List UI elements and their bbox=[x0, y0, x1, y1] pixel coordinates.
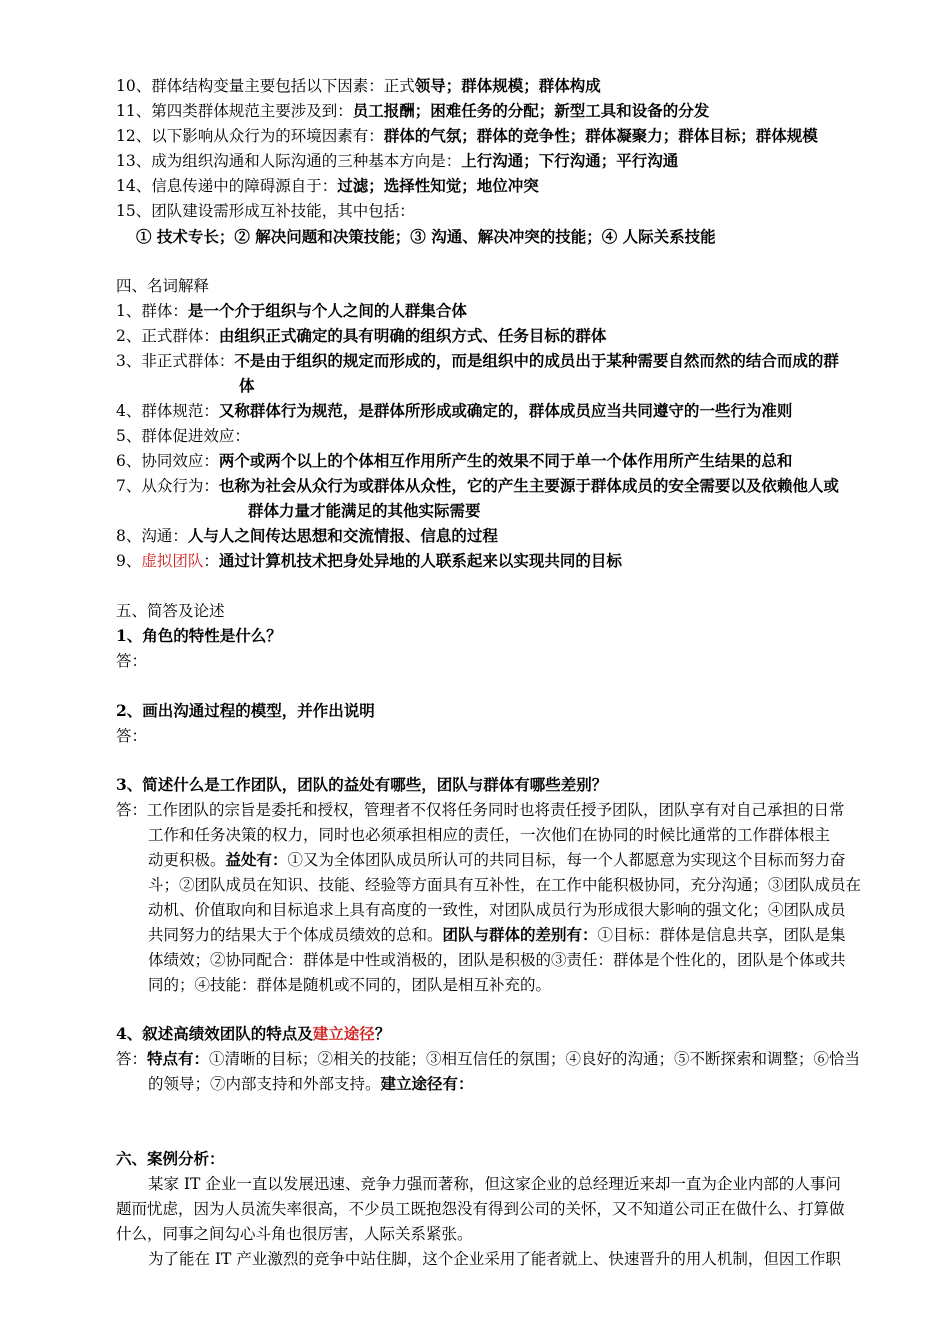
term-9: 9、虚拟团队：通过计算机技术把身处异地的人联系起来以实现共同的目标 bbox=[116, 551, 622, 570]
build-path-highlight: 建立途径 bbox=[312, 1024, 375, 1043]
case-paragraph-2-line-1: 为了能在 IT 产业激烈的竞争中站住脚，这个企业采用了能者就上、快速晋升的用人机制，但因工作职 bbox=[148, 1250, 841, 1268]
question-1: 1、角色的特性是什么？ bbox=[116, 626, 282, 645]
item-13: 13、成为组织沟通和人际沟通的三种基本方向是：上行沟通；下行沟通；平行沟通 bbox=[116, 151, 679, 170]
answer-3-line-8: 同的；④技能：群体是随机或不同的，团队是相互补充的。 bbox=[148, 976, 552, 994]
term-3: 3、非正式群体：不是由于组织的规定而形成的，而是组织中的成员出于某种需要自然而然的结合而成的群 bbox=[116, 351, 839, 370]
answer-4-line-2: 的领导；⑦内部支持和外部支持。建立途径有： bbox=[148, 1074, 474, 1093]
answer-3-line-6: 共同努力的结果大于个体成员绩效的总和。团队与群体的差别有：①目标：群体是信息共享，团队是集 bbox=[148, 925, 846, 944]
item-12: 12、以下影响从众行为的环境因素有：群体的气氛；群体的竞争性；群体凝聚力；群体目标；群体规模 bbox=[116, 126, 818, 145]
answer-3-line-1: 答：工作团队的宗旨是委托和授权，管理者不仅将任务同时也将责任授予团队，团队享有对自己承担的日常 bbox=[116, 801, 845, 819]
section6-title: 六、案例分析： bbox=[116, 1149, 225, 1168]
case-paragraph-1-line-2: 题而忧虑，因为人员流失率很高，不少员工既抱怨没有得到公司的关怀，又不知道公司正在做什么、打算做 bbox=[116, 1200, 845, 1218]
answer-3-line-7: 体绩效；②协同配合：群体是中性或消极的，团队是积极的③责任：群体是个性化的，团队是个体或共 bbox=[148, 951, 846, 969]
item-15: 15、团队建设需形成互补技能，其中包括： bbox=[116, 202, 415, 220]
term-1: 1、群体：是一个介于组织与个人之间的人群集合体 bbox=[116, 301, 467, 320]
term-7: 7、从众行为：也称为社会从众行为或群体从众性，它的产生主要源于群体成员的安全需要以及依赖他人或 bbox=[116, 476, 839, 495]
term-3-continued: 体 bbox=[239, 376, 255, 395]
question-4: 4、叙述高绩效团队的特点及建立途径？ bbox=[116, 1024, 391, 1043]
answer-3-line-2: 工作和任务决策的权力，同时也必须承担相应的责任，一次他们在协同的时候比通常的工作群体根主 bbox=[148, 826, 831, 844]
answer-3-line-3: 动更积极。益处有：①又为全体团队成员所认可的共同目标，每一个人都愿意为实现这个目标而努力奋 bbox=[148, 850, 846, 869]
case-paragraph-1-line-1: 某家 IT 企业一直以发展迅速、竞争力强而著称，但这家企业的总经理近来却一直为企业内部的人事问 bbox=[148, 1175, 841, 1193]
item-14: 14、信息传递中的障碍源自于：过滤；选择性知觉；地位冲突 bbox=[116, 176, 539, 195]
answer-1-label: 答： bbox=[116, 652, 148, 670]
term-8: 8、沟通：人与人之间传达思想和交流情报、信息的过程 bbox=[116, 526, 498, 545]
virtual-team-highlight: 虚拟团队 bbox=[141, 552, 204, 570]
question-3: 3、简述什么是工作团队，团队的益处有哪些，团队与群体有哪些差别？ bbox=[116, 775, 608, 794]
answer-3-line-4: 斗；②团队成员在知识、技能、经验等方面具有互补性，在工作中能积极协同，充分沟通；③团队成员在 bbox=[148, 876, 862, 894]
case-paragraph-1-line-3: 什么，同事之间勾心斗角也很厉害，人际关系紧张。 bbox=[116, 1225, 473, 1243]
skills-list: ① 技术专长；② 解决问题和决策技能；③ 沟通、解决冲突的技能；④ 人际关系技能 bbox=[136, 227, 716, 246]
answer-2-label: 答： bbox=[116, 727, 148, 745]
term-7-continued: 群体力量才能满足的其他实际需要 bbox=[248, 501, 481, 520]
section4-title: 四、名词解释 bbox=[116, 277, 210, 295]
answer-3-line-5: 动机、价值取向和目标追求上具有高度的一致性，对团队成员行为形成很大影响的强文化；④团队成员 bbox=[148, 901, 846, 919]
term-4: 4、群体规范：又称群体行为规范，是群体所形成或确定的，群体成员应当共同遵守的一些行为准则 bbox=[116, 401, 793, 420]
item-10: 10、群体结构变量主要包括以下因素：正式领导；群体规模；群体构成 bbox=[116, 76, 601, 95]
section5-title: 五、简答及论述 bbox=[116, 602, 225, 620]
answer-4-line-1: 答：特点有：①清晰的目标；②相关的技能；③相互信任的氛围；④良好的沟通；⑤不断探索和调整；⑥恰当 bbox=[116, 1049, 861, 1068]
question-2: 2、画出沟通过程的模型，并作出说明 bbox=[116, 701, 375, 720]
item-11: 11、第四类群体规范主要涉及到：员工报酬；困难任务的分配；新型工具和设备的分发 bbox=[116, 101, 710, 120]
term-5: 5、群体促进效应： bbox=[116, 427, 250, 445]
term-2: 2、正式群体：由组织正式确定的具有明确的组织方式、任务目标的群体 bbox=[116, 326, 607, 345]
term-6: 6、协同效应：两个或两个以上的个体相互作用所产生的效果不同于单一个体作用所产生结果的总和 bbox=[116, 451, 793, 470]
